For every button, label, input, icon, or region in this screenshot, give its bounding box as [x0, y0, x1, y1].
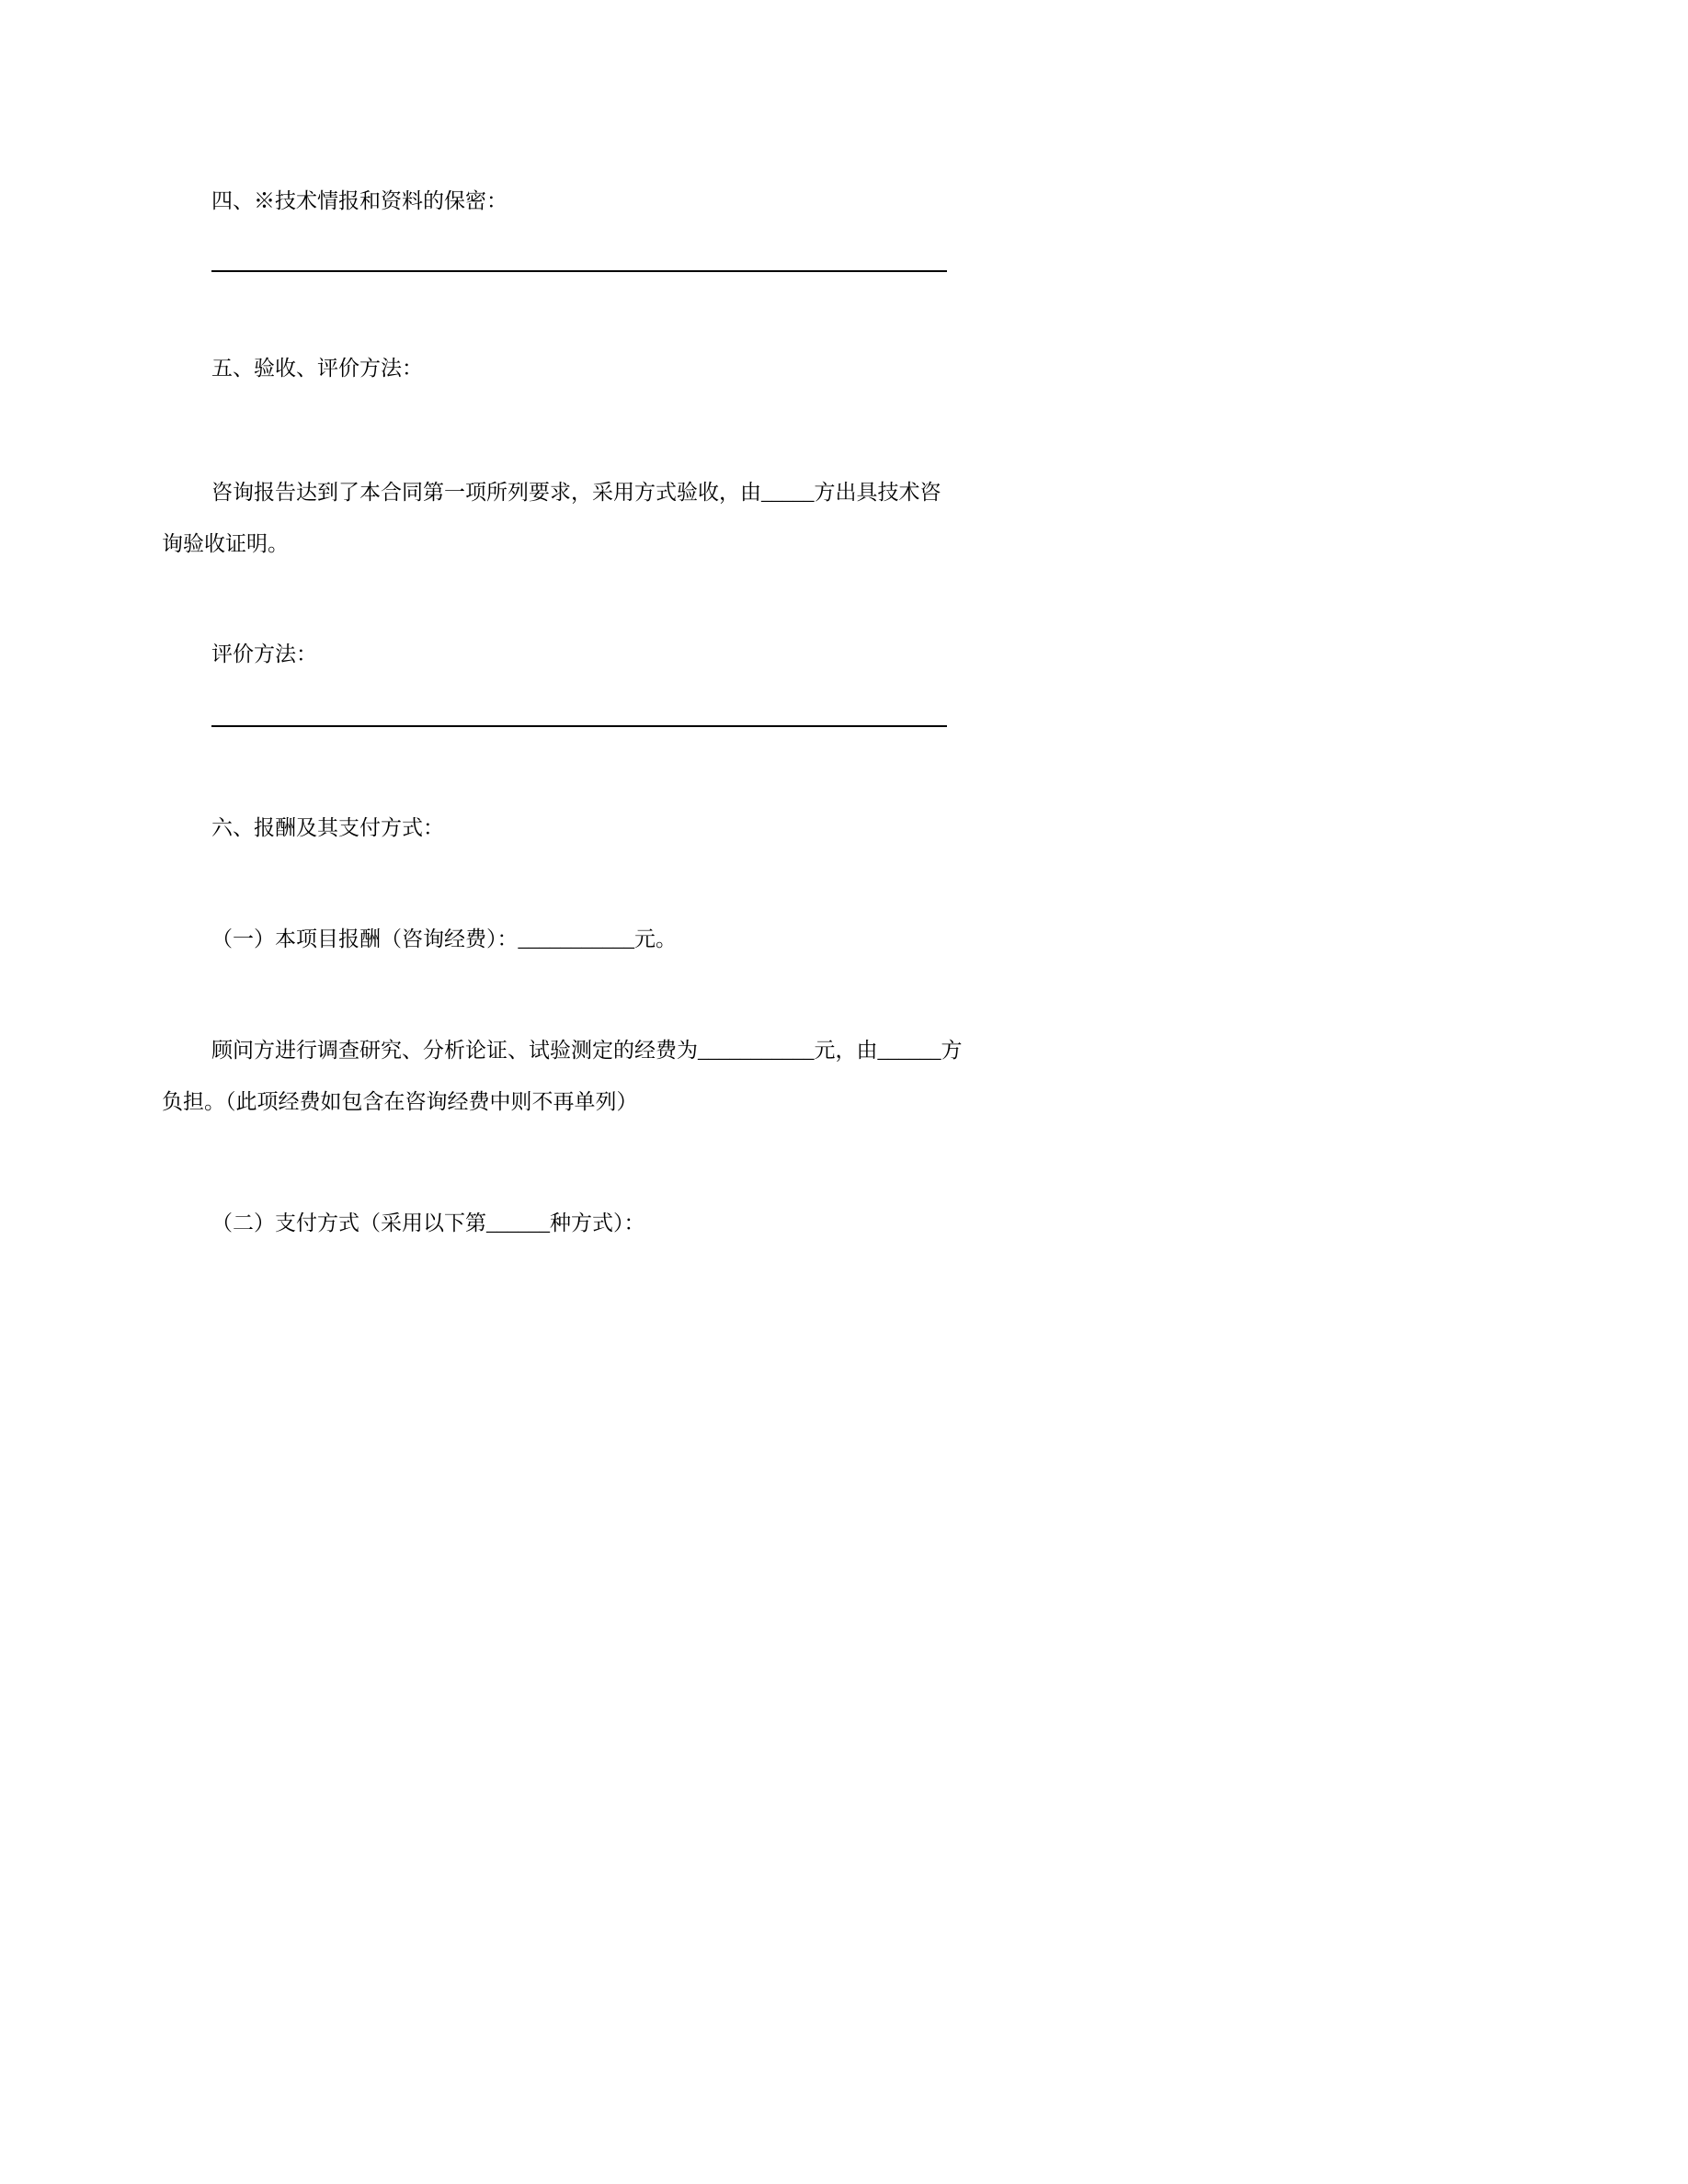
acceptance-paragraph-line-1: 咨询报告达到了本合同第一项所列要求，采用方式验收，由_____方出具技术咨	[211, 481, 941, 504]
expense-paragraph-line-2: 负担。（此项经费如包含在咨询经费中则不再单列）	[162, 1090, 638, 1113]
payment-item-one: （一）本项目报酬（咨询经费）：___________元。	[211, 927, 677, 950]
evaluation-fill-in-line	[211, 700, 947, 727]
acceptance-paragraph-line-2: 询验收证明。	[162, 532, 289, 555]
section-4-fill-in-line	[211, 245, 947, 272]
section-4-heading: 四、※技术情报和资料的保密：	[211, 189, 508, 212]
section-6-heading: 六、报酬及其支付方式：	[211, 816, 444, 839]
section-5-heading: 五、验收、评价方法：	[211, 357, 423, 380]
evaluation-method-label: 评价方法：	[211, 643, 317, 665]
payment-item-two: （二）支付方式（采用以下第______种方式）：	[211, 1211, 645, 1234]
expense-paragraph-line-1: 顾问方进行调查研究、分析论证、试验测定的经费为___________元，由______方	[211, 1039, 963, 1062]
